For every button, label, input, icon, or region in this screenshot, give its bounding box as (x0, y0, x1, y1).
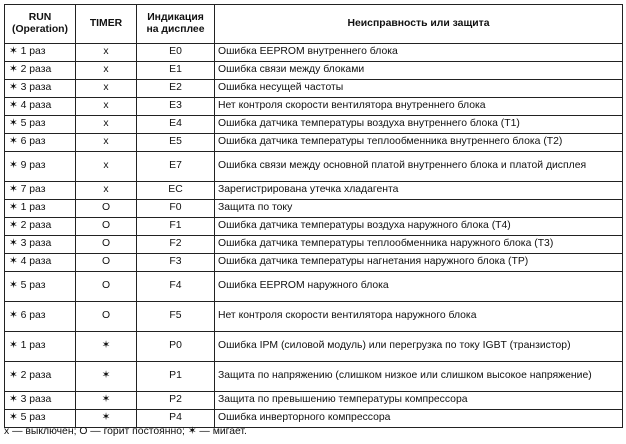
run-cell: ✶ 7 раз (5, 182, 76, 200)
run-cell: ✶ 3 раза (5, 236, 76, 254)
fault-description-cell: Нет контроля скорости вентилятора внутреннего блока (215, 98, 623, 116)
table-row (5, 236, 623, 254)
fault-description-cell: Защита по превышению температуры компрессора (215, 392, 623, 410)
table-row (5, 254, 623, 272)
fault-description-cell: Ошибка несущей частоты (215, 80, 623, 98)
fault-description-cell: Зарегистрирована утечка хладагента (215, 182, 623, 200)
header-run: RUN (Operation) (5, 5, 76, 44)
display-code-cell: P2 (137, 392, 215, 410)
timer-cell: x (76, 134, 137, 152)
table-header-row (5, 5, 623, 44)
display-code-cell: EC (137, 182, 215, 200)
timer-cell: O (76, 200, 137, 218)
timer-cell: ✶ (76, 410, 137, 428)
fault-description-cell: Ошибка датчика температуры теплообменника внутреннего блока (T2) (215, 134, 623, 152)
run-cell: ✶ 2 раза (5, 62, 76, 80)
timer-cell: x (76, 44, 137, 62)
display-code-cell: F3 (137, 254, 215, 272)
display-code-cell: E5 (137, 134, 215, 152)
timer-cell: ✶ (76, 332, 137, 362)
table-row (5, 116, 623, 134)
fault-description-cell: Защита по току (215, 200, 623, 218)
fault-description-cell: Ошибка датчика температуры воздуха внутреннего блока (T1) (215, 116, 623, 134)
table-row (5, 152, 623, 182)
timer-cell: x (76, 98, 137, 116)
header-timer: TIMER (76, 5, 137, 44)
timer-cell: O (76, 218, 137, 236)
table-row (5, 44, 623, 62)
display-code-cell: F2 (137, 236, 215, 254)
run-cell: ✶ 6 раз (5, 302, 76, 332)
table-row (5, 302, 623, 332)
fault-description-cell: Ошибка EEPROM внутреннего блока (215, 44, 623, 62)
run-cell: ✶ 1 раз (5, 332, 76, 362)
timer-cell: O (76, 236, 137, 254)
fault-description-cell: Ошибка инверторного компрессора (215, 410, 623, 428)
run-cell: ✶ 3 раза (5, 80, 76, 98)
display-code-cell: E2 (137, 80, 215, 98)
fault-description-cell: Ошибка датчика температуры теплообменника наружного блока (T3) (215, 236, 623, 254)
run-cell: ✶ 5 раз (5, 272, 76, 302)
fault-description-cell: Защита по напряжению (слишком низкое или слишком высокое напряжение) (215, 362, 623, 392)
table-row (5, 134, 623, 152)
fault-description-cell: Ошибка связи между основной платой внутреннего блока и платой дисплея (215, 152, 623, 182)
timer-cell: O (76, 272, 137, 302)
display-code-cell: F0 (137, 200, 215, 218)
table-row (5, 62, 623, 80)
display-code-cell: E1 (137, 62, 215, 80)
run-cell: ✶ 2 раза (5, 218, 76, 236)
fault-description-cell: Ошибка датчика температуры нагнетания наружного блока (TP) (215, 254, 623, 272)
run-cell: ✶ 4 раза (5, 98, 76, 116)
timer-cell: ✶ (76, 362, 137, 392)
run-cell: ✶ 5 раз (5, 116, 76, 134)
header-fault: Неисправность или защита (215, 5, 623, 44)
run-cell: ✶ 1 раз (5, 200, 76, 218)
run-cell: ✶ 5 раз (5, 410, 76, 428)
table-row (5, 362, 623, 392)
fault-description-cell: Ошибка EEPROM наружного блока (215, 272, 623, 302)
run-cell: ✶ 3 раза (5, 392, 76, 410)
display-code-cell: E4 (137, 116, 215, 134)
table-row (5, 218, 623, 236)
display-code-cell: F4 (137, 272, 215, 302)
fault-code-table-container (4, 4, 622, 428)
run-cell: ✶ 2 раза (5, 362, 76, 392)
fault-description-cell: Ошибка связи между блоками (215, 62, 623, 80)
table-row (5, 98, 623, 116)
timer-cell: x (76, 152, 137, 182)
timer-cell: x (76, 116, 137, 134)
display-code-cell: E7 (137, 152, 215, 182)
timer-cell: O (76, 254, 137, 272)
display-code-cell: F1 (137, 218, 215, 236)
table-row (5, 182, 623, 200)
table-row (5, 200, 623, 218)
table-row (5, 272, 623, 302)
display-code-cell: F5 (137, 302, 215, 332)
run-cell: ✶ 1 раз (5, 44, 76, 62)
legend: x — выключен; O — горит постоянно; ✶ — мигает. (4, 426, 247, 437)
timer-cell: x (76, 62, 137, 80)
display-code-cell: P4 (137, 410, 215, 428)
display-code-cell: E3 (137, 98, 215, 116)
table-body (5, 44, 623, 428)
fault-description-cell: Ошибка IPM (силовой модуль) или перегрузка по току IGBT (транзистор) (215, 332, 623, 362)
display-code-cell: E0 (137, 44, 215, 62)
table-row (5, 80, 623, 98)
run-cell: ✶ 9 раз (5, 152, 76, 182)
table-row (5, 332, 623, 362)
timer-cell: x (76, 182, 137, 200)
table-row (5, 392, 623, 410)
timer-cell: ✶ (76, 392, 137, 410)
fault-code-table (4, 4, 623, 428)
timer-cell: O (76, 302, 137, 332)
timer-cell: x (76, 80, 137, 98)
display-code-cell: P0 (137, 332, 215, 362)
run-cell: ✶ 4 раза (5, 254, 76, 272)
display-code-cell: P1 (137, 362, 215, 392)
fault-description-cell: Ошибка датчика температуры воздуха наружного блока (T4) (215, 218, 623, 236)
run-cell: ✶ 6 раз (5, 134, 76, 152)
fault-description-cell: Нет контроля скорости вентилятора наружного блока (215, 302, 623, 332)
header-display: Индикация на дисплее (137, 5, 215, 44)
